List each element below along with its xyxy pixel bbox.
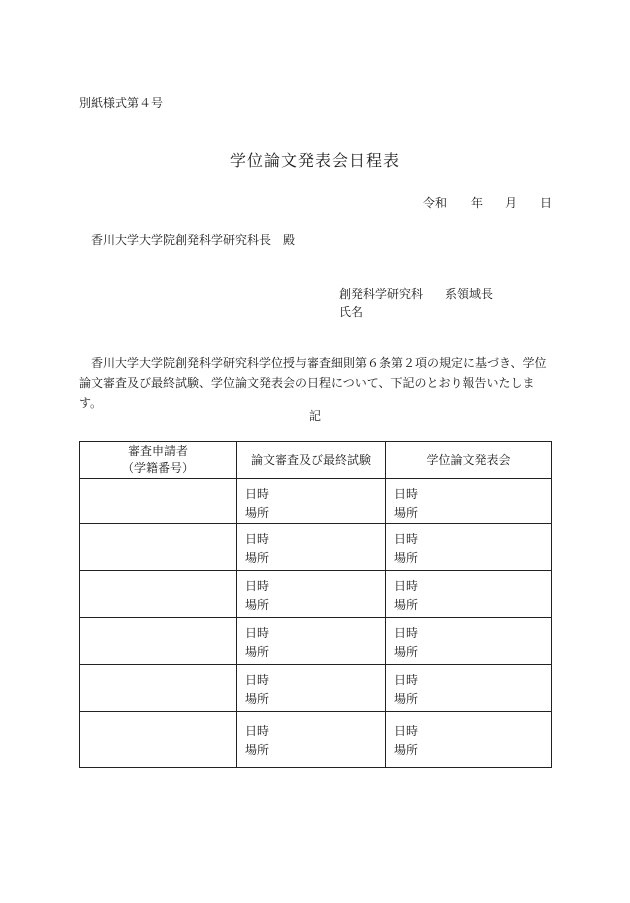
exam-date-label: 日時 (245, 579, 270, 593)
exam-cell[interactable] (237, 571, 386, 618)
applicant-cell[interactable] (80, 712, 237, 768)
exam-date-label: 日時 (245, 724, 270, 738)
table-row (80, 618, 552, 665)
exam-cell[interactable] (237, 665, 386, 712)
pres-place-label: 場所 (394, 551, 419, 565)
exam-date-label: 日時 (245, 532, 270, 546)
pres-date-label: 日時 (394, 626, 419, 640)
exam-place-label: 場所 (245, 551, 270, 565)
exam-place-label: 場所 (245, 506, 270, 520)
header-applicant (80, 442, 237, 479)
applicant-area: 系領域長 (445, 287, 494, 301)
applicant-cell[interactable] (80, 618, 237, 665)
exam-place-label: 場所 (245, 598, 270, 612)
table-row (80, 479, 552, 524)
exam-place-label: 場所 (245, 645, 270, 659)
exam-place-label: 場所 (245, 743, 270, 757)
table-row (80, 571, 552, 618)
presentation-cell[interactable] (386, 524, 552, 571)
pres-place-label: 場所 (394, 506, 419, 520)
applicant-dept: 創発科学研究科 (339, 287, 424, 301)
date-month: 月 (505, 196, 518, 210)
presentation-cell[interactable] (386, 571, 552, 618)
exam-cell[interactable] (237, 479, 386, 524)
presentation-cell[interactable] (386, 712, 552, 768)
pres-date-label: 日時 (394, 724, 419, 738)
exam-cell[interactable] (237, 712, 386, 768)
table-header-row (80, 442, 552, 479)
pres-date-label: 日時 (394, 673, 419, 687)
table-row (80, 712, 552, 768)
form-number: 別紙様式第４号 (79, 96, 164, 110)
table-row (80, 524, 552, 571)
header-presentation: 学位論文発表会 (386, 442, 552, 479)
document-title: 学位論文発表会日程表 (229, 151, 400, 170)
exam-date-label: 日時 (245, 487, 270, 501)
exam-date-label: 日時 (245, 626, 270, 640)
pres-date-label: 日時 (394, 579, 419, 593)
header-applicant-line1: 審査申請者 (127, 444, 188, 458)
exam-date-label: 日時 (245, 673, 270, 687)
applicant-cell[interactable] (80, 524, 237, 571)
pres-place-label: 場所 (394, 598, 419, 612)
presentation-cell[interactable] (386, 479, 552, 524)
addressee: 香川大学大学院創発科学研究科長 殿 (91, 233, 296, 247)
header-exam: 論文審査及び最終試験 (237, 442, 386, 479)
ki-heading: 記 (308, 409, 321, 423)
date-year: 年 (471, 196, 484, 210)
pres-place-label: 場所 (394, 645, 419, 659)
presentation-cell[interactable] (386, 665, 552, 712)
exam-place-label: 場所 (245, 692, 270, 706)
body-paragraph: 香川大学大学院創発科学研究科学位授与審査細則第６条第２項の規定に基づき、学位論文審査及び最終試験、学位論文発表会の日程について、下記のとおり報告いたします。 (79, 356, 547, 410)
date-era: 令和 (423, 196, 448, 210)
schedule-table (79, 441, 552, 768)
applicant-cell[interactable] (80, 571, 237, 618)
exam-cell[interactable] (237, 524, 386, 571)
pres-date-label: 日時 (394, 487, 419, 501)
pres-date-label: 日時 (394, 532, 419, 546)
table-row (80, 665, 552, 712)
applicant-name-label: 氏名 (339, 305, 364, 319)
pres-place-label: 場所 (394, 692, 419, 706)
header-applicant-line2: （学籍番号） (121, 461, 194, 475)
presentation-cell[interactable] (386, 618, 552, 665)
exam-cell[interactable] (237, 618, 386, 665)
applicant-cell[interactable] (80, 665, 237, 712)
pres-place-label: 場所 (394, 743, 419, 757)
applicant-cell[interactable] (80, 479, 237, 524)
date-day: 日 (540, 196, 553, 210)
